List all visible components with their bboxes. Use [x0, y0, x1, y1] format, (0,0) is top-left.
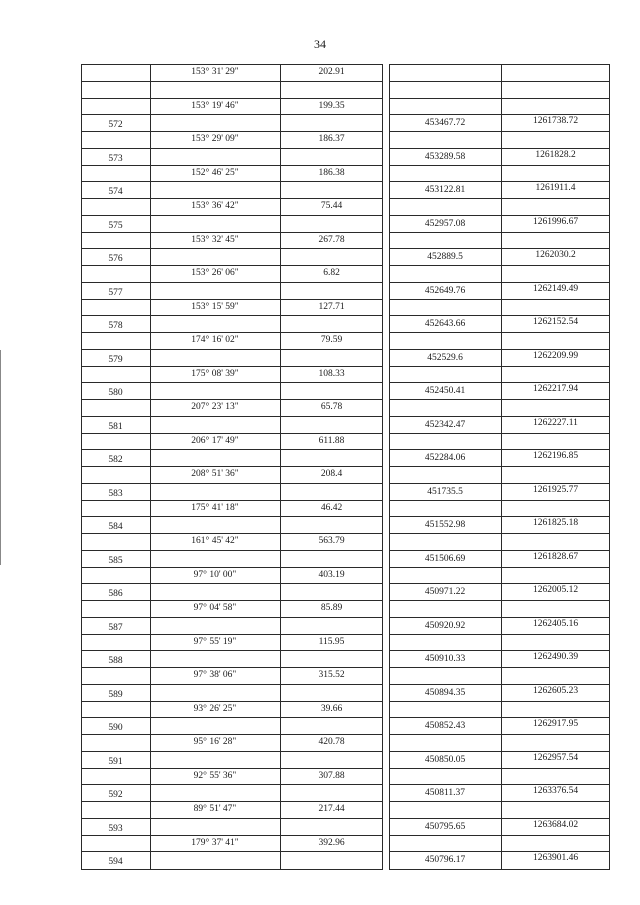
row-rule [81, 751, 383, 752]
survey-table-bearings [81, 64, 383, 870]
row-rule [389, 835, 610, 836]
point-number-cell: 580 [108, 388, 123, 399]
segment-length-cell: 563.79 [318, 536, 345, 546]
segment-length-cell: 217.44 [318, 804, 345, 814]
coordinate-y-cell: 1262227.11 [533, 417, 578, 428]
row-rule [389, 98, 610, 99]
coordinate-y-cell: 1262490.39 [532, 652, 579, 663]
bearing-angle-cell: 92° 55' 36" [193, 770, 237, 781]
row-rule [81, 650, 383, 651]
segment-length-cell: 611.88 [318, 435, 345, 446]
row-rule [81, 617, 383, 618]
segment-length-cell: 65.78 [320, 402, 343, 412]
row-rule [81, 181, 383, 182]
bearing-angle-cell: 152° 46' 25" [191, 167, 239, 178]
point-number-cell: 581 [108, 421, 123, 432]
row-rule [81, 349, 383, 350]
segment-length-cell: 315.52 [318, 670, 345, 680]
bearing-angle-cell: 161° 45' 42" [191, 536, 239, 546]
segment-length-cell: 75.44 [320, 201, 343, 211]
row-rule [389, 466, 610, 467]
bearing-angle-cell: 153° 36' 42" [191, 201, 239, 211]
row-rule [81, 684, 383, 685]
coordinate-y-cell: 1263376.54 [532, 786, 579, 797]
left-col-border [81, 64, 82, 870]
bearing-angle-cell: 208° 51' 36" [191, 469, 239, 479]
bearing-angle-cell: 97° 55' 19" [193, 636, 237, 647]
segment-length-cell: 208.4 [320, 469, 343, 479]
point-number-cell: 592 [108, 790, 123, 801]
coordinate-y-cell: 1262209.99 [532, 350, 579, 361]
table-top-border [389, 64, 610, 65]
row-rule [389, 366, 610, 367]
row-rule [81, 248, 383, 249]
point-number-cell: 585 [108, 555, 123, 566]
bearing-angle-cell: 95° 16' 28" [193, 737, 237, 747]
row-rule [81, 315, 383, 316]
point-number-cell: 591 [108, 756, 123, 767]
segment-length-cell: 46.42 [320, 502, 343, 513]
row-rule [389, 299, 610, 300]
bearing-angle-cell: 206° 17' 49" [191, 435, 239, 446]
row-rule [81, 583, 383, 584]
page-number: 34 [314, 37, 326, 51]
segment-length-cell: 392.96 [318, 837, 345, 848]
point-number-cell: 574 [108, 187, 123, 198]
table-bottom-border [81, 869, 383, 870]
row-rule [389, 667, 610, 668]
segment-length-cell: 307.88 [318, 770, 345, 781]
coordinate-y-cell: 1263901.46 [532, 853, 579, 864]
coordinate-x-cell: 452649.76 [424, 285, 466, 296]
segment-length-cell: 127.71 [318, 301, 345, 312]
coordinate-y-cell: 1262605.23 [532, 685, 579, 696]
coordinate-x-cell: 450796.17 [424, 855, 466, 866]
row-rule [389, 165, 610, 166]
row-rule [81, 382, 383, 383]
row-rule [389, 81, 610, 82]
table-bottom-border [389, 869, 610, 870]
row-rule [389, 768, 610, 769]
point-number-cell: 579 [108, 354, 123, 365]
coordinate-y-cell: 1262405.16 [532, 618, 579, 629]
bearing-angle-cell: 153° 19' 46" [191, 100, 239, 111]
coordinate-x-cell: 451552.98 [424, 520, 466, 531]
bearing-angle-cell: 153° 31' 29" [191, 67, 239, 77]
coordinate-y-cell: 1261828.2 [535, 149, 576, 160]
coordinate-y-cell: 1262005.12 [532, 585, 579, 596]
bearing-angle-cell: 153° 29' 09" [191, 134, 239, 144]
survey-table-coordinates [389, 64, 610, 870]
segment-length-cell: 202.91 [318, 67, 345, 77]
coordinate-y-cell: 1262217.94 [532, 384, 579, 395]
left-col-border [280, 64, 281, 870]
coordinate-x-cell: 450852.43 [424, 721, 466, 732]
point-number-cell: 576 [108, 254, 123, 265]
coordinate-x-cell: 452889.5 [427, 252, 463, 263]
coordinate-y-cell: 1261738.72 [532, 116, 579, 127]
point-number-cell: 572 [108, 120, 123, 131]
row-rule [81, 148, 383, 149]
coordinate-y-cell: 1261825.18 [532, 518, 579, 529]
bearing-angle-cell: 153° 15' 59" [191, 301, 239, 312]
row-rule [389, 131, 610, 132]
segment-length-cell: 39.66 [320, 703, 343, 714]
segment-length-cell: 186.38 [318, 167, 345, 178]
point-number-cell: 582 [108, 455, 123, 466]
bearing-angle-cell: 89° 51' 47" [193, 804, 237, 814]
coordinate-y-cell: 1261911.4 [535, 183, 576, 194]
row-rule [81, 851, 383, 852]
row-rule [389, 232, 610, 233]
row-rule [389, 634, 610, 635]
point-number-cell: 575 [108, 220, 123, 231]
point-number-cell: 589 [108, 689, 123, 700]
point-number-cell: 586 [108, 589, 123, 600]
point-number-cell: 588 [108, 656, 123, 667]
point-number-cell: 578 [108, 321, 123, 332]
coordinate-x-cell: 452342.47 [424, 419, 466, 430]
row-rule [389, 701, 610, 702]
row-rule [389, 198, 610, 199]
bearing-angle-cell: 93° 26' 25" [193, 703, 237, 714]
coordinate-x-cell: 452529.6 [427, 352, 463, 363]
row-rule [81, 784, 383, 785]
coordinate-x-cell: 450971.22 [424, 587, 466, 598]
margin-scan-mark [0, 350, 1, 565]
bearing-angle-cell: 175° 41' 18" [191, 502, 239, 513]
coordinate-x-cell: 450910.33 [424, 654, 466, 665]
coordinate-x-cell: 453122.81 [424, 185, 466, 196]
row-rule [389, 332, 610, 333]
coordinate-y-cell: 1262917.95 [532, 719, 579, 730]
coordinate-y-cell: 1262957.54 [532, 752, 579, 763]
segment-length-cell: 115.95 [318, 636, 345, 647]
bearing-angle-cell: 153° 32' 45" [191, 234, 239, 245]
bearing-angle-cell: 175° 08' 39" [191, 368, 239, 379]
coordinate-x-cell: 451735.5 [427, 486, 463, 497]
point-number-cell: 590 [108, 723, 123, 734]
coordinate-y-cell: 1261828.67 [532, 551, 579, 562]
coordinate-x-cell: 450811.37 [424, 788, 466, 799]
bearing-angle-cell: 97° 10' 00" [193, 569, 237, 580]
row-rule [389, 734, 610, 735]
row-rule [81, 282, 383, 283]
coordinate-x-cell: 450795.65 [424, 821, 466, 832]
segment-length-cell: 199.35 [318, 100, 345, 111]
row-rule [389, 265, 610, 266]
left-col-border [150, 64, 151, 870]
bearing-angle-cell: 97° 38' 06" [193, 670, 237, 680]
point-number-cell: 573 [108, 153, 123, 164]
coordinate-x-cell: 452643.66 [424, 319, 466, 330]
row-rule [389, 801, 610, 802]
coordinate-x-cell: 452284.06 [424, 453, 466, 464]
coordinate-y-cell: 1261996.67 [532, 216, 579, 227]
row-rule [389, 500, 610, 501]
row-rule [81, 416, 383, 417]
segment-length-cell: 403.19 [318, 569, 345, 580]
bearing-angle-cell: 179° 37' 41" [191, 837, 239, 848]
segment-length-cell: 108.33 [318, 368, 345, 379]
row-rule [81, 516, 383, 517]
segment-length-cell: 6.82 [323, 268, 340, 278]
coordinate-x-cell: 451506.69 [424, 553, 466, 564]
bearing-angle-cell: 207° 23' 13" [191, 402, 239, 412]
coordinate-y-cell: 1263684.02 [532, 819, 579, 830]
row-rule [81, 215, 383, 216]
point-number-cell: 587 [108, 622, 123, 633]
segment-length-cell: 420.78 [318, 737, 345, 747]
row-rule [81, 717, 383, 718]
coordinate-x-cell: 453289.58 [424, 151, 466, 162]
segment-length-cell: 267.78 [318, 234, 345, 245]
segment-length-cell: 79.59 [320, 335, 343, 345]
row-rule [81, 81, 383, 82]
row-rule [81, 550, 383, 551]
row-rule [81, 483, 383, 484]
row-rule [389, 567, 610, 568]
coordinate-y-cell: 1261925.77 [532, 484, 579, 495]
row-rule [389, 399, 610, 400]
segment-length-cell: 186.37 [318, 134, 345, 144]
coordinate-y-cell: 1262149.49 [532, 283, 579, 294]
table-top-border [81, 64, 383, 65]
point-number-cell: 583 [108, 488, 123, 499]
row-rule [389, 533, 610, 534]
bearing-angle-cell: 97° 04' 58" [193, 603, 237, 613]
bearing-angle-cell: 153° 26' 06" [191, 268, 239, 278]
point-number-cell: 577 [108, 287, 123, 298]
row-rule [81, 449, 383, 450]
coordinate-x-cell: 450850.05 [424, 754, 466, 765]
coordinate-x-cell: 453467.72 [424, 118, 466, 129]
coordinate-x-cell: 450894.35 [424, 687, 466, 698]
coordinate-y-cell: 1262196.85 [532, 451, 579, 462]
row-rule [389, 600, 610, 601]
row-rule [81, 114, 383, 115]
point-number-cell: 584 [108, 522, 123, 533]
point-number-cell: 593 [108, 823, 123, 834]
row-rule [81, 818, 383, 819]
point-number-cell: 594 [108, 857, 123, 868]
coordinate-x-cell: 452450.41 [424, 386, 466, 397]
coordinate-y-cell: 1262152.54 [532, 317, 579, 328]
row-rule [389, 433, 610, 434]
bearing-angle-cell: 174° 16' 02" [191, 335, 239, 345]
segment-length-cell: 85.89 [320, 603, 343, 613]
coordinate-x-cell: 450920.92 [424, 620, 466, 631]
coordinate-x-cell: 452957.08 [424, 218, 466, 229]
left-col-border [382, 64, 383, 870]
coordinate-y-cell: 1262030.2 [535, 250, 576, 261]
